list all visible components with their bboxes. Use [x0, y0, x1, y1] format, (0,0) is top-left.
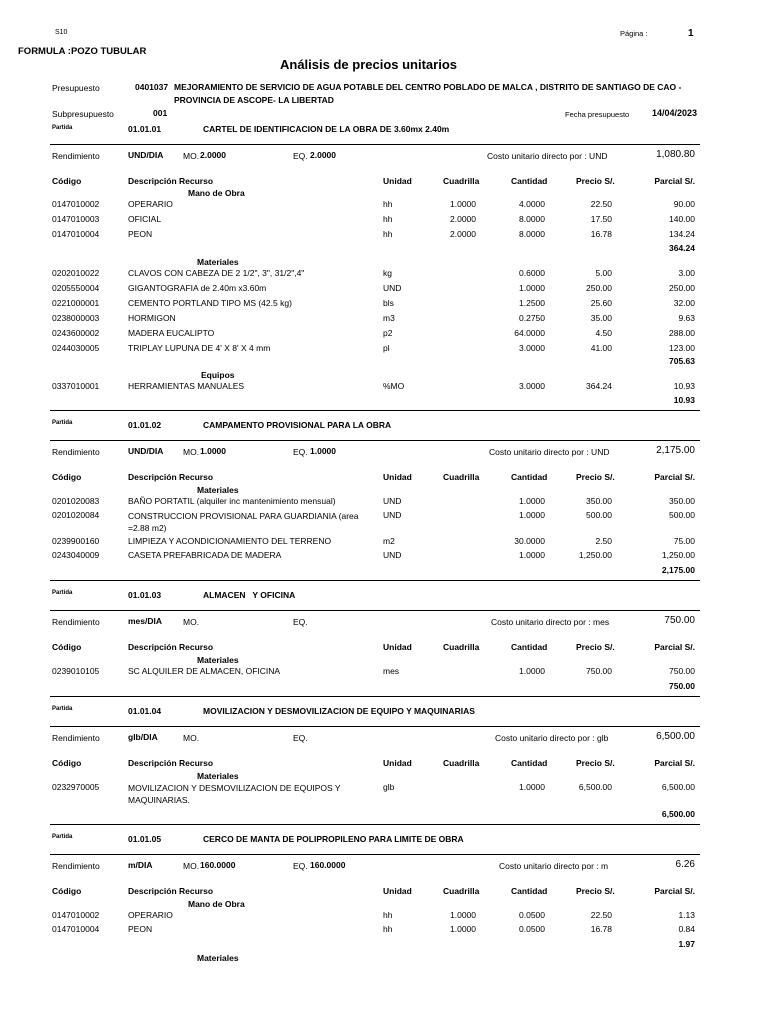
- cell-unidad: hh: [383, 924, 393, 934]
- section-mano-de-obra: Mano de Obra: [188, 899, 245, 909]
- cell-descripcion: HORMIGON: [128, 313, 176, 323]
- cell-cantidad: 30.0000: [514, 536, 545, 546]
- cell-cantidad: 1.0000: [519, 550, 545, 560]
- partida-label: Partida: [52, 125, 73, 131]
- cell-descripcion: MOVILIZACION Y DESMOVILIZACION DE EQUIPOS Y MAQUINARIAS.: [128, 783, 341, 805]
- col-parcial: Parcial S/.: [654, 886, 695, 896]
- cell-unidad: UND: [383, 283, 402, 293]
- cell-precio: 22.50: [590, 910, 612, 920]
- cell-precio: 2.50: [595, 536, 612, 546]
- cell-unidad: p2: [383, 328, 393, 338]
- cell-codigo: 0243600002: [52, 328, 100, 338]
- rendimiento-label: Rendimiento: [52, 447, 100, 457]
- cell-cuadrilla: 1.0000: [450, 199, 476, 209]
- partida-name: CARTEL DE IDENTIFICACION DE LA OBRA DE 3.60mx 2.40m: [203, 124, 450, 134]
- cell-unidad: hh: [383, 910, 393, 920]
- partida-name: ALMACEN Y OFICINA: [203, 590, 296, 600]
- cell-parcial: 0.84: [678, 924, 695, 934]
- partida-label: Partida: [52, 420, 73, 426]
- cell-unidad: kg: [383, 268, 392, 278]
- eq-value: 1.0000: [310, 446, 336, 456]
- col-codigo: Código: [52, 472, 82, 482]
- presupuesto-label: Presupuesto: [52, 83, 100, 93]
- partida-name: CERCO DE MANTA DE POLIPROPILENO PARA LIMITE DE OBRA: [203, 834, 464, 844]
- eq-label: EQ.: [293, 617, 308, 627]
- cell-cantidad: 0.0500: [519, 910, 545, 920]
- cell-precio: 25.60: [590, 298, 612, 308]
- cell-descripcion: MADERA EUCALIPTO: [128, 328, 215, 338]
- cell-cantidad: 1.0000: [519, 782, 545, 792]
- mo-label: MO.: [183, 447, 200, 457]
- section-mano-de-obra: Mano de Obra: [188, 188, 245, 198]
- cell-precio: 17.50: [590, 214, 612, 224]
- col-parcial: Parcial S/.: [654, 472, 695, 482]
- section-materiales: Materiales: [197, 485, 239, 495]
- cell-codigo: 0147010003: [52, 214, 100, 224]
- col-codigo: Código: [52, 758, 82, 768]
- mo-label: MO.: [183, 151, 200, 161]
- costo-value: 750.00: [664, 615, 695, 626]
- col-cuadrilla: Cuadrilla: [443, 886, 480, 896]
- partida-label: Partida: [52, 706, 73, 712]
- divider: [50, 580, 700, 581]
- eq-label: EQ.: [293, 151, 308, 161]
- cell-unidad: %MO: [383, 381, 405, 391]
- divider: [50, 824, 700, 825]
- rendimiento-label: Rendimiento: [52, 733, 100, 743]
- subtotal: 10.93: [673, 395, 695, 405]
- mo-value: 1.0000: [200, 446, 226, 456]
- col-descripcion: Descripción Recurso: [128, 176, 214, 186]
- cell-descripcion: OFICIAL: [128, 214, 162, 224]
- cell-codigo: 0147010004: [52, 229, 100, 239]
- cell-cuadrilla: 1.0000: [450, 924, 476, 934]
- col-unidad: Unidad: [383, 886, 412, 896]
- cell-parcial: 90.00: [673, 199, 695, 209]
- divider: [50, 726, 700, 727]
- subtotal: 705.63: [669, 356, 695, 366]
- divider: [50, 854, 700, 855]
- cell-parcial: 3.00: [678, 268, 695, 278]
- divider: [50, 610, 700, 611]
- cell-codigo: 0232970005: [52, 782, 100, 792]
- eq-label: EQ.: [293, 733, 308, 743]
- partida-label: Partida: [52, 834, 73, 840]
- cell-parcial: 75.00: [673, 536, 695, 546]
- cell-cuadrilla: 2.0000: [450, 229, 476, 239]
- col-unidad: Unidad: [383, 176, 412, 186]
- cell-unidad: glb: [383, 782, 395, 792]
- divider: [50, 440, 700, 441]
- cell-codigo: 0147010004: [52, 924, 100, 934]
- cell-cantidad: 0.6000: [519, 268, 545, 278]
- cell-codigo: 0337010001: [52, 381, 100, 391]
- cell-parcial: 6,500.00: [661, 782, 695, 792]
- cell-cuadrilla: 1.0000: [450, 910, 476, 920]
- cell-precio: 364.24: [586, 381, 612, 391]
- partida-name: CAMPAMENTO PROVISIONAL PARA LA OBRA: [203, 420, 392, 430]
- section-materiales: Materiales: [197, 953, 239, 963]
- cell-cantidad: 1.2500: [519, 298, 545, 308]
- cell-codigo: 0221000001: [52, 298, 100, 308]
- col-descripcion: Descripción Recurso: [128, 642, 214, 652]
- col-codigo: Código: [52, 642, 82, 652]
- cell-parcial: 288.00: [669, 328, 695, 338]
- costo-label: Costo unitario directo por : m: [499, 861, 609, 871]
- col-precio: Precio S/.: [576, 642, 615, 652]
- cell-precio: 22.50: [590, 199, 612, 209]
- cell-descripcion: TRIPLAY LUPUNA DE 4' X 8' X 4 mm: [128, 343, 271, 353]
- col-codigo: Código: [52, 176, 82, 186]
- cell-unidad: m3: [383, 313, 395, 323]
- cell-cantidad: 3.0000: [519, 381, 545, 391]
- divider: [50, 696, 700, 697]
- cell-descripcion: CLAVOS CON CABEZA DE 2 1/2", 3", 31/2",4": [128, 268, 305, 278]
- partida-code: 01.01.01: [128, 124, 162, 134]
- cell-precio: 750.00: [586, 666, 612, 676]
- rendimiento-unit: glb/DIA: [128, 732, 158, 742]
- col-cantidad: Cantidad: [511, 176, 548, 186]
- partida-label: Partida: [52, 590, 73, 596]
- cell-cantidad: 1.0000: [519, 283, 545, 293]
- cell-parcial: 500.00: [669, 510, 695, 520]
- cell-cuadrilla: 2.0000: [450, 214, 476, 224]
- cell-descripcion: LIMPIEZA Y ACONDICIONAMIENTO DEL TERRENO: [128, 536, 332, 546]
- cell-parcial: 9.63: [678, 313, 695, 323]
- col-descripcion: Descripción Recurso: [128, 472, 214, 482]
- cell-codigo: 0243040009: [52, 550, 100, 560]
- costo-value: 2,175.00: [656, 445, 695, 456]
- page-number: 1: [688, 28, 694, 39]
- cell-unidad: UND: [383, 510, 402, 520]
- cell-parcial: 32.00: [673, 298, 695, 308]
- cell-parcial: 10.93: [673, 381, 695, 391]
- cell-codigo: 0239010105: [52, 666, 100, 676]
- col-parcial: Parcial S/.: [654, 176, 695, 186]
- cell-parcial: 1,250.00: [661, 550, 695, 560]
- partida-code: 01.01.02: [128, 420, 162, 430]
- cell-parcial: 1.13: [678, 910, 695, 920]
- col-cuadrilla: Cuadrilla: [443, 472, 480, 482]
- cell-codigo: 0147010002: [52, 199, 100, 209]
- cell-unidad: hh: [383, 214, 393, 224]
- cell-codigo: 0202010022: [52, 268, 100, 278]
- section-materiales: Materiales: [197, 771, 239, 781]
- subtotal: 1.97: [678, 939, 695, 949]
- subtotal: 750.00: [669, 681, 695, 691]
- cell-cantidad: 4.0000: [519, 199, 545, 209]
- cell-descripcion: HERRAMIENTAS MANUALES: [128, 381, 245, 391]
- rendimiento-unit: UND/DIA: [128, 446, 164, 456]
- eq-label: EQ.: [293, 861, 308, 871]
- subtotal: 364.24: [669, 243, 695, 253]
- costo-label: Costo unitario directo por : glb: [495, 733, 609, 743]
- col-cantidad: Cantidad: [511, 472, 548, 482]
- cell-codigo: 0201020083: [52, 496, 100, 506]
- mo-label: MO.: [183, 733, 200, 743]
- page-title: Análisis de precios unitarios: [280, 57, 457, 72]
- rendimiento-label: Rendimiento: [52, 151, 100, 161]
- cell-precio: 41.00: [590, 343, 612, 353]
- col-cuadrilla: Cuadrilla: [443, 642, 480, 652]
- cell-precio: 1,250.00: [578, 550, 612, 560]
- partida-code: 01.01.05: [128, 834, 162, 844]
- subpresupuesto-code: 001: [153, 108, 168, 118]
- presupuesto-desc-1: MEJORAMIENTO DE SERVICIO DE AGUA POTABLE DEL CENTRO POBLADO DE MALCA , DISTRITO DE SANTIAGO DE CAO -: [174, 82, 682, 92]
- col-cantidad: Cantidad: [511, 886, 548, 896]
- cell-codigo: 0201020084: [52, 510, 100, 520]
- cell-cantidad: 1.0000: [519, 496, 545, 506]
- costo-label: Costo unitario directo por : mes: [491, 617, 610, 627]
- cell-unidad: mes: [383, 666, 400, 676]
- cell-descripcion: PEON: [128, 229, 153, 239]
- cell-cantidad: 64.0000: [514, 328, 545, 338]
- cell-cantidad: 1.0000: [519, 510, 545, 520]
- subpresupuesto-label: Subpresupuesto: [52, 109, 114, 119]
- cell-precio: 16.78: [590, 924, 612, 934]
- cell-codigo: 0205550004: [52, 283, 100, 293]
- rendimiento-label: Rendimiento: [52, 861, 100, 871]
- page-label: Página :: [620, 29, 648, 38]
- costo-value: 6.26: [675, 859, 695, 870]
- cell-descripcion: CASETA PREFABRICADA DE MADERA: [128, 550, 282, 560]
- cell-cantidad: 1.0000: [519, 666, 545, 676]
- rendimiento-unit: m/DIA: [128, 860, 153, 870]
- cell-cantidad: 0.0500: [519, 924, 545, 934]
- costo-label: Costo unitario directo por : UND: [489, 447, 610, 457]
- presupuesto-code: 0401037: [135, 82, 169, 92]
- partida-code: 01.01.03: [128, 590, 162, 600]
- divider: [50, 144, 700, 145]
- col-descripcion: Descripción Recurso: [128, 758, 214, 768]
- cell-precio: 4.50: [595, 328, 612, 338]
- col-precio: Precio S/.: [576, 176, 615, 186]
- cell-precio: 250.00: [586, 283, 612, 293]
- col-unidad: Unidad: [383, 472, 412, 482]
- cell-unidad: pl: [383, 343, 390, 353]
- eq-value: 2.0000: [310, 150, 336, 160]
- partida-code: 01.01.04: [128, 706, 162, 716]
- cell-unidad: UND: [383, 496, 402, 506]
- cell-cantidad: 3.0000: [519, 343, 545, 353]
- mo-value: 160.0000: [200, 860, 236, 870]
- cell-cantidad: 0.2750: [519, 313, 545, 323]
- eq-label: EQ.: [293, 447, 308, 457]
- rendimiento-unit: UND/DIA: [128, 150, 164, 160]
- cell-precio: 350.00: [586, 496, 612, 506]
- section-materiales: Materiales: [197, 655, 239, 665]
- col-cantidad: Cantidad: [511, 758, 548, 768]
- col-precio: Precio S/.: [576, 472, 615, 482]
- divider: [50, 410, 700, 411]
- cell-descripcion: CEMENTO PORTLAND TIPO MS (42.5 kg): [128, 298, 292, 308]
- cell-descripcion: BAÑO PORTATIL (alquiler inc mantenimiento mensual): [128, 496, 336, 506]
- cell-codigo: 0147010002: [52, 910, 100, 920]
- subtotal: 2,175.00: [661, 565, 695, 575]
- col-parcial: Parcial S/.: [654, 642, 695, 652]
- cell-unidad: hh: [383, 229, 393, 239]
- costo-value: 1,080.80: [656, 149, 695, 160]
- fecha-value: 14/04/2023: [652, 108, 698, 118]
- costo-label: Costo unitario directo por : UND: [487, 151, 608, 161]
- cell-codigo: 0238000003: [52, 313, 100, 323]
- cell-descripcion: CONSTRUCCION PROVISIONAL PARA GUARDIANIA (area =2.88 m2): [128, 511, 359, 533]
- col-parcial: Parcial S/.: [654, 758, 695, 768]
- col-precio: Precio S/.: [576, 758, 615, 768]
- col-descripcion: Descripción Recurso: [128, 886, 214, 896]
- cell-parcial: 134.24: [669, 229, 695, 239]
- section-equipos: Equipos: [201, 370, 235, 380]
- cell-precio: 35.00: [590, 313, 612, 323]
- col-precio: Precio S/.: [576, 886, 615, 896]
- cell-descripcion: OPERARIO: [128, 910, 173, 920]
- col-cuadrilla: Cuadrilla: [443, 176, 480, 186]
- rendimiento-unit: mes/DIA: [128, 616, 163, 626]
- cell-unidad: m2: [383, 536, 395, 546]
- eq-value: 160.0000: [310, 860, 346, 870]
- cell-codigo: 0239900160: [52, 536, 100, 546]
- mo-label: MO.: [183, 617, 200, 627]
- partida-name: MOVILIZACION Y DESMOVILIZACION DE EQUIPO Y MAQUINARIAS: [203, 706, 475, 716]
- cell-cantidad: 8.0000: [519, 214, 545, 224]
- cell-unidad: hh: [383, 199, 393, 209]
- fecha-label: Fecha presupuesto: [565, 110, 630, 119]
- costo-value: 6,500.00: [656, 731, 695, 742]
- cell-descripcion: SC ALQUILER DE ALMACEN, OFICINA: [128, 666, 281, 676]
- cell-codigo: 0244030005: [52, 343, 100, 353]
- subtotal: 6,500.00: [661, 809, 695, 819]
- report-code: S10: [55, 29, 68, 36]
- col-codigo: Código: [52, 886, 82, 896]
- cell-unidad: UND: [383, 550, 402, 560]
- rendimiento-label: Rendimiento: [52, 617, 100, 627]
- cell-parcial: 140.00: [669, 214, 695, 224]
- presupuesto-desc-2: PROVINCIA DE ASCOPE- LA LIBERTAD: [174, 95, 334, 105]
- section-materiales: Materiales: [197, 257, 239, 267]
- cell-parcial: 250.00: [669, 283, 695, 293]
- cell-descripcion: OPERARIO: [128, 199, 173, 209]
- col-unidad: Unidad: [383, 642, 412, 652]
- col-cuadrilla: Cuadrilla: [443, 758, 480, 768]
- cell-precio: 5.00: [595, 268, 612, 278]
- formula-label: FORMULA :POZO TUBULAR: [18, 46, 147, 57]
- cell-descripcion: GIGANTOGRAFIA de 2.40m x3.60m: [128, 283, 267, 293]
- cell-unidad: bls: [383, 298, 394, 308]
- mo-label: MO.: [183, 861, 200, 871]
- col-unidad: Unidad: [383, 758, 412, 768]
- cell-descripcion: PEON: [128, 924, 153, 934]
- cell-precio: 6,500.00: [578, 782, 612, 792]
- cell-parcial: 750.00: [669, 666, 695, 676]
- cell-cantidad: 8.0000: [519, 229, 545, 239]
- cell-parcial: 350.00: [669, 496, 695, 506]
- cell-parcial: 123.00: [669, 343, 695, 353]
- col-cantidad: Cantidad: [511, 642, 548, 652]
- cell-precio: 500.00: [586, 510, 612, 520]
- cell-precio: 16.78: [590, 229, 612, 239]
- mo-value: 2.0000: [200, 150, 226, 160]
